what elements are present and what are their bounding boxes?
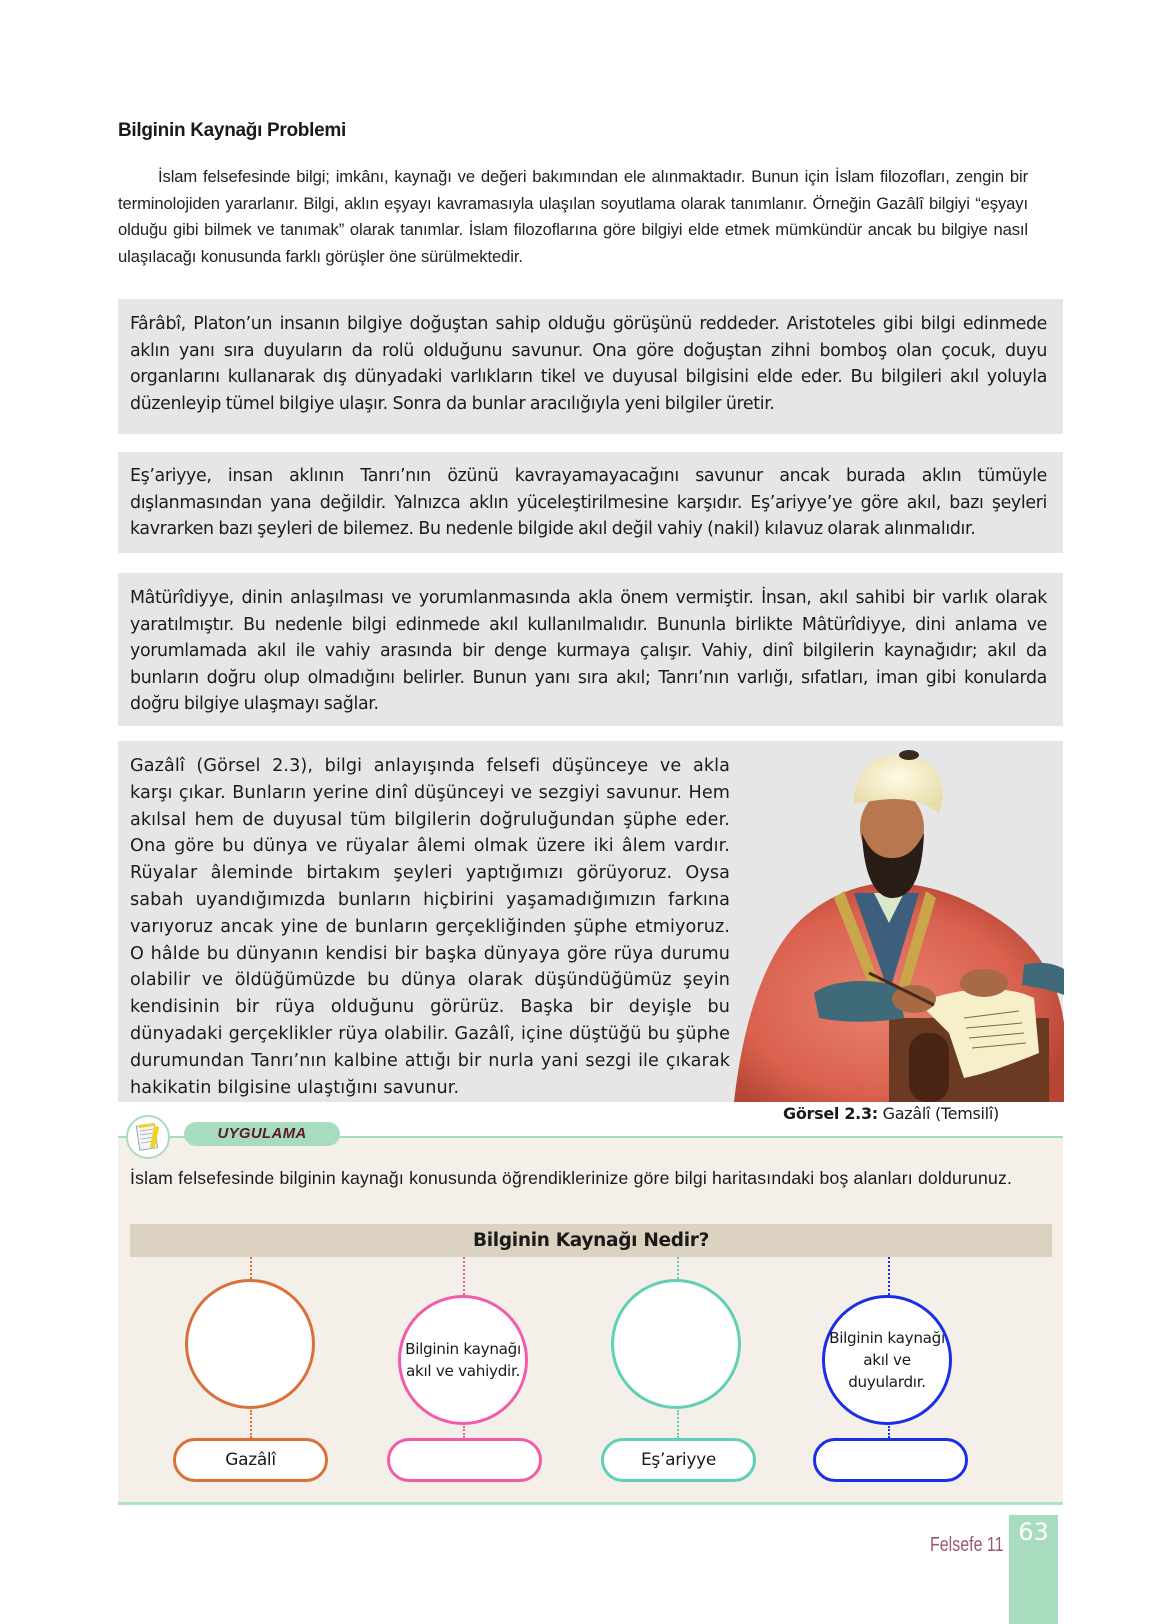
esariyye-text: Eş’ariyye, insan aklının Tanrı’nın özünü kavrayamayacağını savunur ancak burada aklın tümüyle dışlanmasından yana değildir. Yalnızca aklın yüceleştirilmesine karşıdır. Eş’ariyye’ye göre akıl, bazı şeyleri kavrarken bazı şeyleri de bilemez. Bu nedenle bilgide akıl değil vahiy (nakil) kılavuz olarak alınmalıdır. <box>130 466 1047 540</box>
farabi-text: Fârâbî, Platon’un insanın bilgiye doğuştan sahip olduğu görüşünü reddeder. Aristoteles gibi bilgi edinmede aklın yanı sıra duyuların da rolü olduğunu savunur. Ona göre doğuştan zihni bomboş olan çocuk, duyu organlarını kullanarak dış dünyadaki varlıkların tikel ve duyusal bilgisini elde eder. Bu bilgileri akıl yoluyla düzenleyip tümel bilgiye ulaşır. Sonra da bunlar aracılığıyla yeni bilgiler üretir. <box>130 314 1047 414</box>
section-title: Bilginin Kaynağı Problemi <box>118 120 346 141</box>
map-circle-4[interactable]: Bilginin kaynağı akıl ve duyulardır. <box>822 1295 952 1425</box>
caption-label: Görsel 2.3: <box>783 1104 878 1123</box>
intro-paragraph: İslam felsefesinde bilgi; imkânı, kaynağı ve değeri bakımından ele alınmaktadır. Bunun için İslam filozofları, zengin bir terminolojiden yararlanır. Bilgi, aklın eşyayı kavramasıyla ulaşılan soyutlama olarak tanımlanır. Örneğin Gazâlî bilgiyi “eşyayı olduğu gibi bilmek ve tanımak” olarak tanımlar. İslam filozoflarına göre bilgiyi elde etmek mümkündür ancak bu bilgiye nasıl ulaşılacağı konusunda farklı görüşler öne sürülmektedir. <box>118 167 1028 266</box>
notepad-pencil-icon <box>126 1115 170 1159</box>
farabi-box <box>118 299 1063 434</box>
notepad-pencil-glyph <box>128 1117 168 1157</box>
connector-line <box>677 1257 679 1279</box>
book-title: Felsefe 11 <box>930 1534 1004 1556</box>
gazali-portrait-image <box>714 733 1064 1102</box>
connector-line <box>463 1426 465 1438</box>
gazali-text: Gazâlî (Görsel 2.3), bilgi anlayışında felsefi düşünceye ve akla karşı çıkar. Bunların yerine dinî düşünceyi ve sezgiyi savunur. Hem akılsal hem de duyusal tüm bilgilerin doğruluğundan şüphe eder. Ona göre bu dünya ve rüyalar âlemi olmak üzere iki âlem vardır. Rüyalar âleminde birtakım şeyleri yaptığımızı görüyoruz. Oysa sabah uyandığımızda bunların hiçbirini yaşamadığımızın farkına varıyoruz ancak yine de bunların gerçekliğinden şüphe etmiyoruz. O hâlde bu dünyanın kendisi bir başka dünyaya göre rüya durumu olabilir ve öldüğümüzde bu dünya olarak düşündüğümüz şeyin kendisinin bir rüya olduğunu görürüz. Başka bir deyişle bu dünyadaki gerçeklikler rüya olabilir. Gazâlî, içine düştüğü bu şüphe durumundan Tanrı’nın kalbine attığı bir nurla yani sezgi ile çıkarak hakikatin bilgisine ulaştığını savunur. <box>130 756 730 1098</box>
map-pill-3[interactable]: Eş’ariyye <box>601 1438 756 1482</box>
connector-line <box>677 1410 679 1438</box>
connector-line <box>250 1257 252 1279</box>
map-pill-2[interactable] <box>387 1438 542 1482</box>
connector-line <box>463 1257 465 1295</box>
maturidiyye-text: Mâtürîdiyye, dinin anlaşılması ve yorumlanmasında akla önem vermiştir. İnsan, akıl sahibi bir varlık olarak yaratılmıştır. Bu nedenle bilgi edinmede akıl kullanılmalıdır. Bununla birlikte Mâtürîdiyye, dini anlama ve yorumlamada akıl ile vahiy arasında bir denge kurmaya çalışır. Vahiy, dinî bilgilerin kaynağıdır; akıl da bunların doğru olup olmadığını belirler. Bunun yanı sıra akıl; Tanrı’nın varlığı, sıfatları, iman gibi konularda doğru bilgiye ulaşmayı sağlar. <box>130 588 1047 715</box>
map-pill-1[interactable]: Gazâlî <box>173 1438 328 1482</box>
maturidiyye-box <box>118 573 1063 726</box>
map-pill-4[interactable] <box>813 1438 968 1482</box>
esariyye-box <box>118 452 1063 553</box>
knowledge-map-title: Bilginin Kaynağı Nedir? <box>130 1224 1052 1257</box>
connector-line <box>888 1426 890 1438</box>
figure-caption <box>783 1104 999 1123</box>
caption-text: Gazâlî (Temsilî) <box>877 1104 999 1123</box>
map-circle-1[interactable] <box>185 1279 315 1409</box>
connector-line <box>888 1257 890 1295</box>
connector-line <box>250 1410 252 1438</box>
page-number: 63 <box>1018 1518 1049 1546</box>
intro-paragraph-container <box>118 164 1028 270</box>
map-circle-2[interactable]: Bilginin kaynağı akıl ve vahiydir. <box>398 1295 528 1425</box>
activity-instruction: İslam felsefesinde bilginin kaynağı konusunda öğrendiklerinize göre bilgi haritasındaki boş alanları doldurunuz. <box>130 1168 1013 1188</box>
activity-label: UYGULAMA <box>184 1122 340 1146</box>
map-circle-3[interactable] <box>611 1279 741 1409</box>
